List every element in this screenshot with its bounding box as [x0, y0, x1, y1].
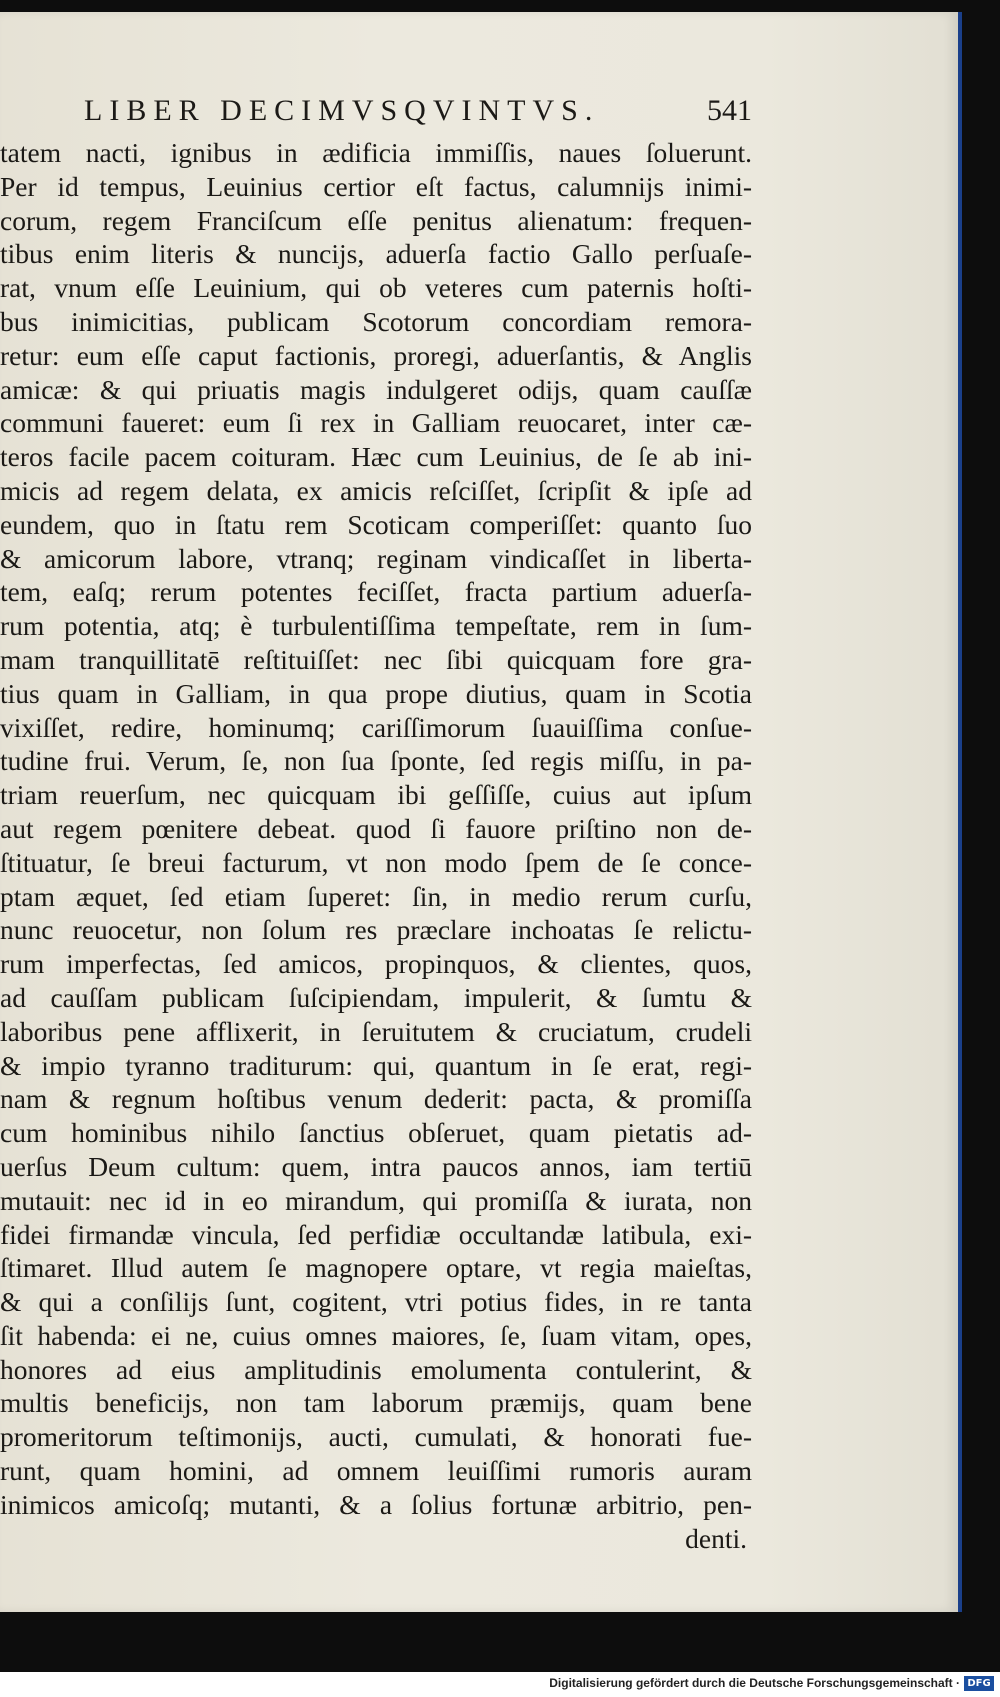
text-line: ptam æquet, ſed etiam ſuperet: ſin, in medio rerum curſu, — [0, 880, 752, 912]
text-line: & qui a conſilijs ſunt, cogitent, vtri potius fides, in re tanta — [0, 1286, 752, 1318]
page-number: 541 — [707, 94, 752, 127]
text-line: runt, quam homini, ad omnem leuiſſimi rumoris auram — [0, 1455, 752, 1487]
running-head — [80, 94, 752, 134]
text-line: tibus enim literis & nuncijs, aduerſa factio Gallo perſuaſe- — [0, 238, 752, 270]
funding-credit: Digitalisierung gefördert durch die Deutsche Forschungsgemeinschaft · — [549, 1676, 960, 1690]
text-line: tius quam in Galliam, in qua prope diutius, quam in Scotia — [0, 677, 752, 709]
text-line: & impio tyranno traditurum: qui, quantum in ſe erat, regi- — [0, 1049, 752, 1081]
text-line: rum imperfectas, ſed amicos, propinquos, & clientes, quos, — [0, 948, 752, 980]
text-line: nam & regnum hoſtibus venum dederit: pacta, & promiſſa — [0, 1083, 752, 1115]
body-text — [0, 136, 752, 1555]
text-line: triam reuerſum, nec quicquam ibi geſſiſſe, cuius aut ipſum — [0, 779, 752, 811]
text-line: corum, regem Franciſcum eſſe penitus alienatum: frequen- — [0, 204, 752, 236]
text-line: amicæ: & qui priuatis magis indulgeret odijs, quam cauſſæ — [0, 373, 752, 405]
text-line: aut regem pœnitere debeat. quod ſi fauore priſtino non de- — [0, 812, 752, 844]
text-line: teros facile pacem coituram. Hæc cum Leuinius, de ſe ab ini- — [0, 441, 752, 473]
text-line: inimicos amicoſq; mutanti, & a ſolius fortunæ arbitrio, pen- — [0, 1488, 752, 1520]
digitization-footer — [0, 1672, 1000, 1697]
text-line: tem, eaſq; rerum potentes feciſſet, fracta partium aduerſa- — [0, 576, 752, 608]
text-line: ſit habenda: ei ne, cuius omnes maiores, ſe, ſuam vitam, opes, — [0, 1319, 752, 1351]
page-edge — [958, 12, 962, 1612]
text-line: promeritorum teſtimonijs, aucti, cumulati, & honorati fue- — [0, 1421, 752, 1453]
book-page — [0, 12, 958, 1612]
text-line: communi faueret: eum ſi rex in Galliam reuocaret, inter cæ- — [0, 407, 752, 439]
text-line: ſtimaret. Illud autem ſe magnopere optare, vt regia maieſtas, — [0, 1252, 752, 1284]
text-line: ad cauſſam publicam ſuſcipiendam, impulerit, & ſumtu & — [0, 981, 752, 1013]
text-line: denti. — [685, 1522, 747, 1554]
text-line: micis ad regem delata, ex amicis reſciſſet, ſcripſit & ipſe ad — [0, 474, 752, 506]
text-line: mam tranquillitatē reſtituiſſet: nec ſibi quicquam fore gra- — [0, 643, 752, 675]
text-line: eundem, quo in ſtatu rem Scoticam comperiſſet: quanto ſuo — [0, 508, 752, 540]
text-line: Per id tempus, Leuinius certior eſt factus, calumnijs inimi- — [0, 170, 752, 202]
text-line: tatem nacti, ignibus in ædificia immiſſis, naues ſoluerunt. — [0, 137, 752, 168]
text-line: & amicorum labore, vtranq; reginam vindicaſſet in liberta- — [0, 542, 752, 574]
text-line: nunc reuocetur, non ſolum res præclare inchoatas ſe relictu- — [0, 914, 752, 946]
text-line: tudine frui. Verum, ſe, non ſua ſponte, ſed regis miſſu, in pa- — [0, 745, 752, 777]
dfg-logo: DFG — [964, 1676, 994, 1691]
text-line: rat, vnum eſſe Leuinium, qui ob veteres cum paternis hoſti- — [0, 272, 752, 304]
text-line: fidei firmandæ vincula, ſed perfidiæ occultandæ latibula, exi- — [0, 1218, 752, 1250]
text-line: honores ad eius amplitudinis emolumenta contulerint, & — [0, 1353, 752, 1385]
text-line: cum hominibus nihilo ſanctius obſeruet, quam pietatis ad- — [0, 1117, 752, 1149]
text-line: laboribus pene afflixerit, in ſeruitutem & cruciatum, crudeli — [0, 1015, 752, 1047]
text-line: uerſus Deum cultum: quem, intra paucos annos, iam tertiū — [0, 1150, 752, 1182]
text-line: vixiſſet, redire, hominumq; cariſſimorum ſuauiſſima conſue- — [0, 711, 752, 743]
text-line: rum potentia, atq; è turbulentiſſima tempeſtate, rem in ſum- — [0, 610, 752, 642]
text-line: mutauit: nec id in eo mirandum, qui promiſſa & iurata, non — [0, 1184, 752, 1216]
text-line: bus inimicitias, publicam Scotorum concordiam remora- — [0, 305, 752, 337]
text-line: retur: eum eſſe caput factionis, proregi, aduerſantis, & Anglis — [0, 339, 752, 371]
running-head-title: LIBER DECIMVSQVINTVS. — [84, 94, 600, 127]
text-line: ſtituatur, ſe breui facturum, vt non modo ſpem de ſe conce- — [0, 846, 752, 878]
text-line: multis beneficijs, non tam laborum præmijs, quam bene — [0, 1387, 752, 1419]
